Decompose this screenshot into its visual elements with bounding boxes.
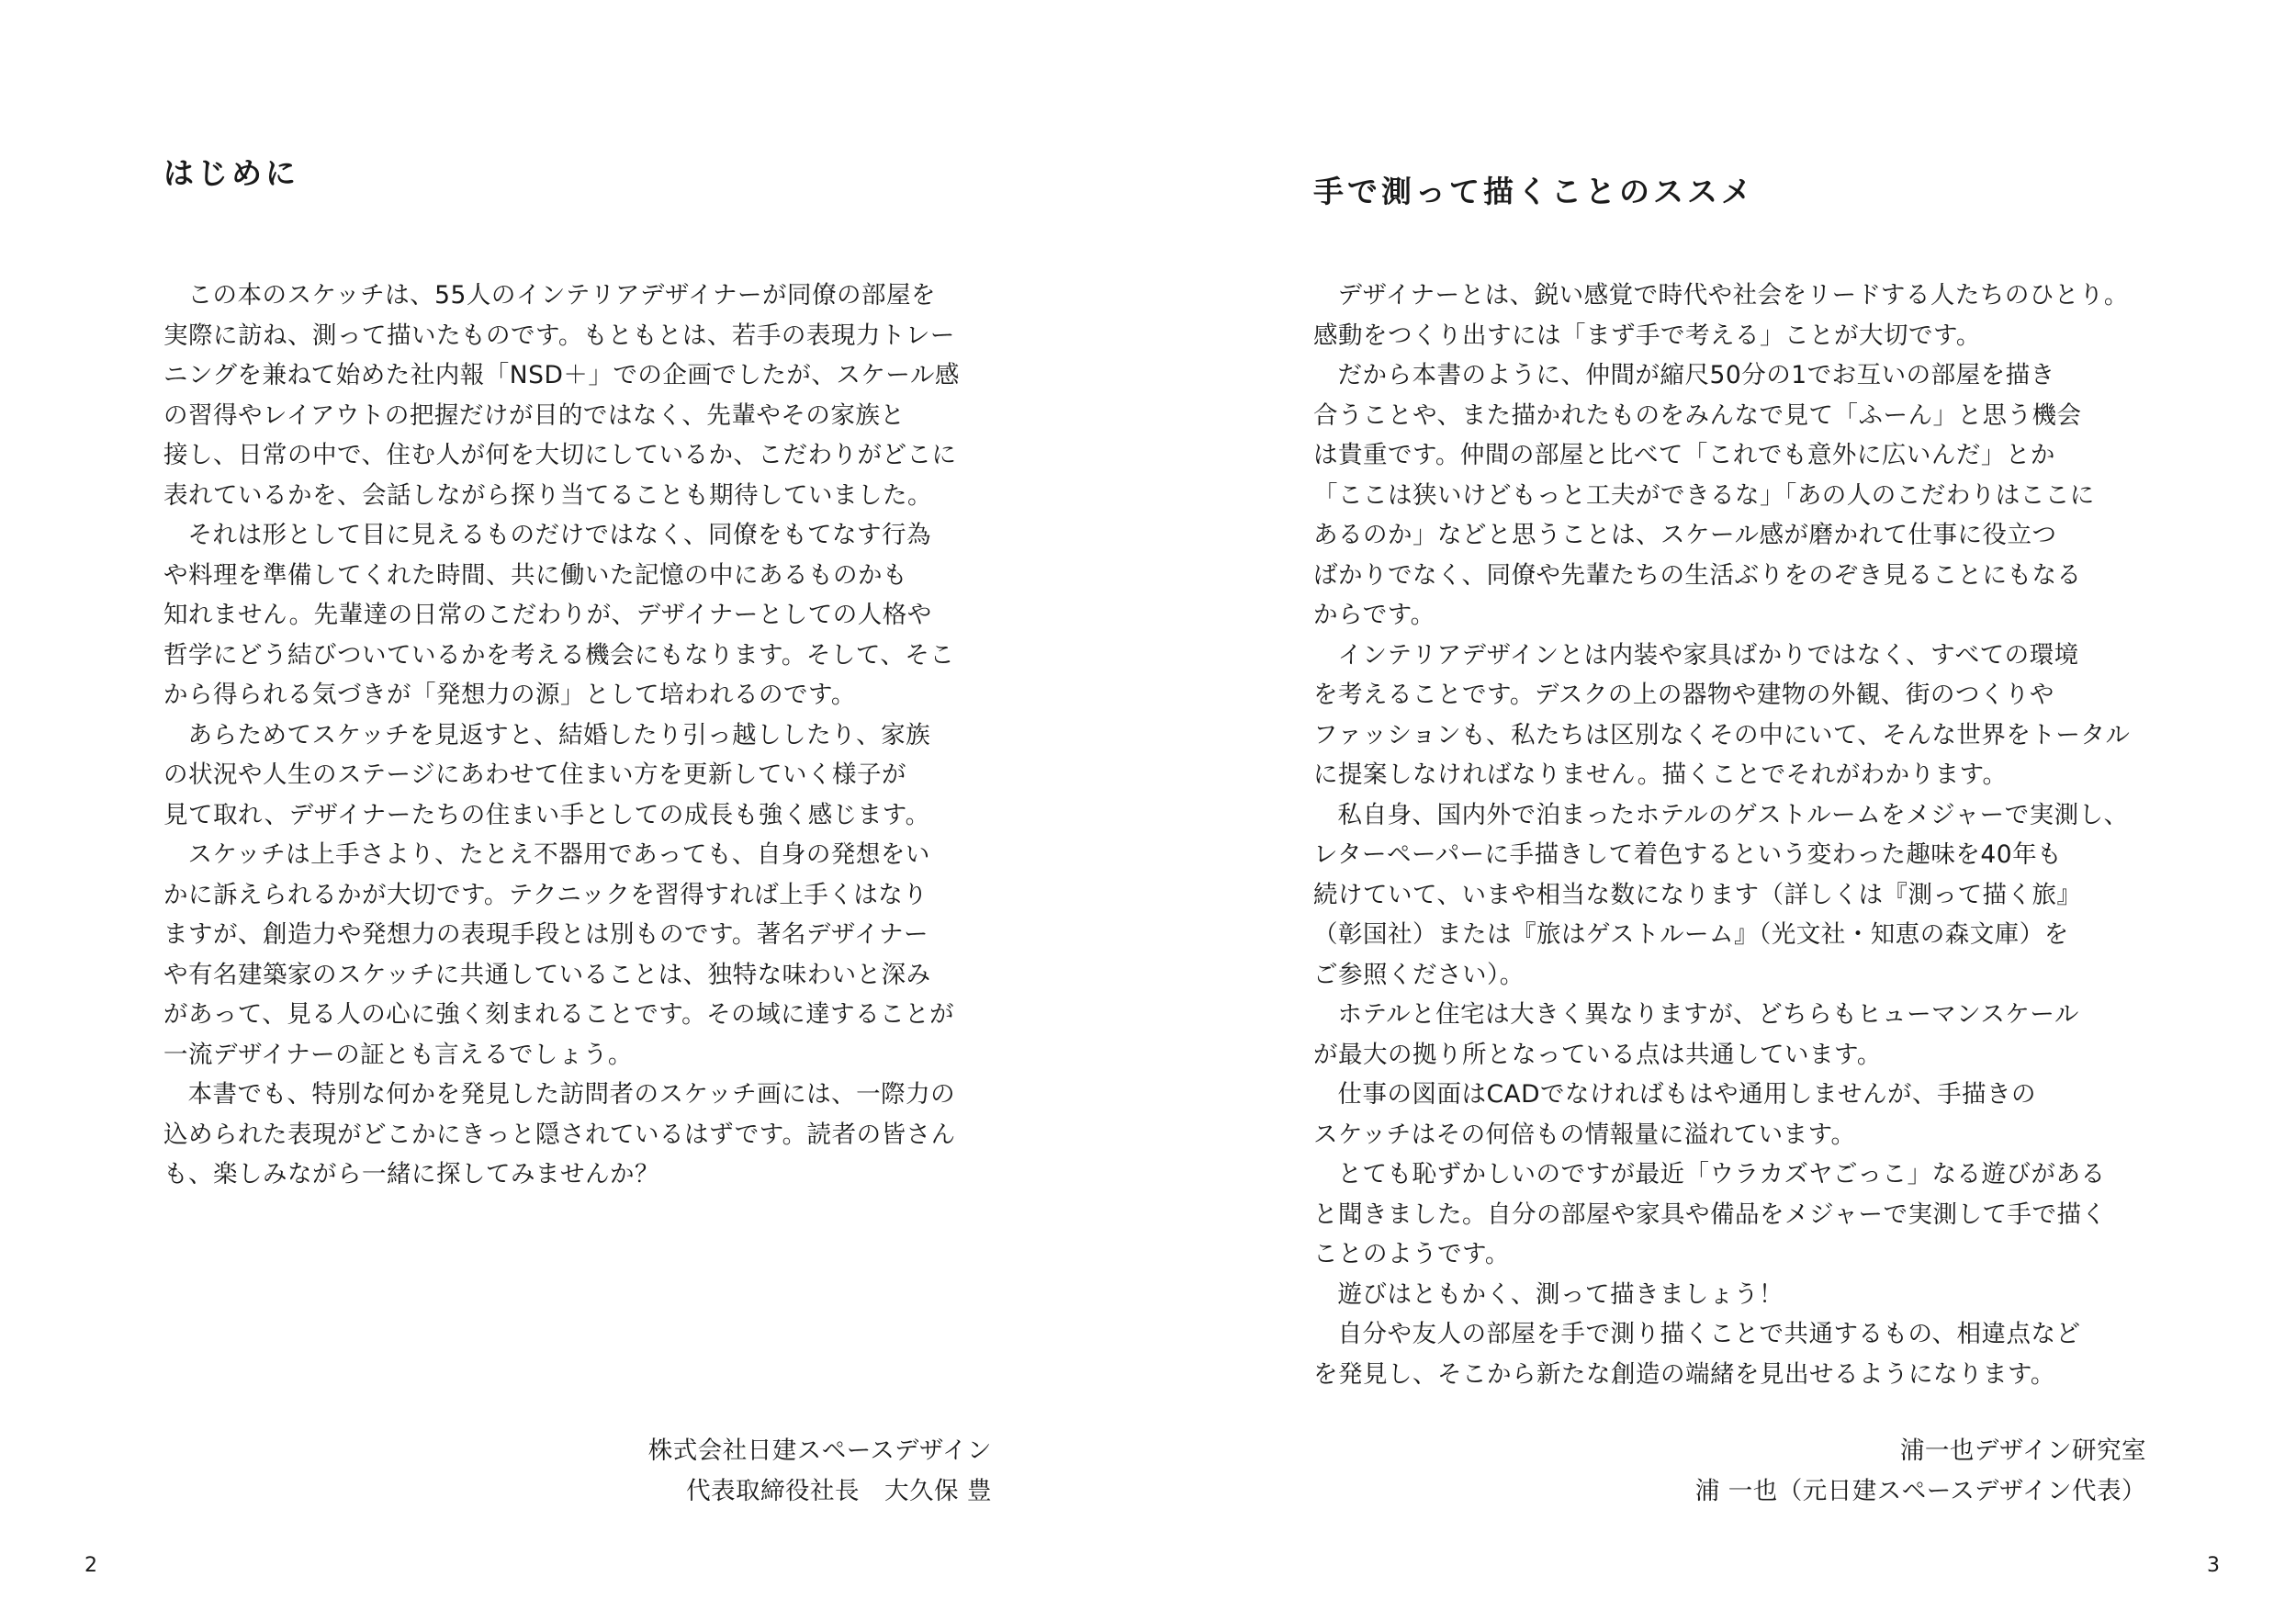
paragraph: 仕事の図面はCADでなければもはや通用しませんが、手描きの スケッチはその何倍もの情報量に溢れています。 <box>1313 1080 2037 1149</box>
signature-company: 浦一也デザイン研究室 <box>1899 1436 2146 1465</box>
paragraph: スケッチは上手さより、たとえ不器用であっても、自身の発想をい かに訴えられるかが大切です。テクニックを習得すれば上手くはなり ますが、創造力や発想力の表現手段とは別ものです。著名デザイナー や有名建築家のスケッチに共通していることは、独特な味わいと深み があって、見る人の心に強く刻まれることです。その域に達することが 一流デザイナーの証とも言えるでしょう。 <box>163 840 955 1069</box>
signature <box>648 1431 992 1511</box>
paragraph: 私自身、国内外で泊まったホテルのゲストルームをメジャーで実測し、 レターペーパーに手描きして着色するという変わった趣味を40年も 続けていて、いまや相当な数になります（詳しくは『測って描く旅』 （彰国社）または『旅はゲストルーム』（光文社・知恵の森文庫）を ご参照ください）。 <box>1313 800 2129 989</box>
paragraph: デザイナーとは、鋭い感覚で時代や社会をリードする人たちのひとり。 感動をつくり出すには「まず手で考える」ことが大切です。 <box>1313 281 2129 350</box>
signature-person: 代表取締役社長 大久保 豊 <box>686 1476 992 1505</box>
page-number: 3 <box>2207 1554 2220 1577</box>
paragraph: それは形として目に見えるものだけではなく、同僚をもてなす行為 や料理を準備してくれた時間、共に働いた記憶の中にあるものかも 知れません。先輩達の日常のこだわりが、デザイナーとしての人格や 哲学にどう結びついているかを考える機会にもなります。そして、そこ から得られる気づきが「発想力の源」として培われるのです。 <box>163 521 955 709</box>
page-number: 2 <box>84 1554 97 1577</box>
signature-company: 株式会社日建スペースデザイン <box>647 1436 992 1465</box>
paragraph: だから本書のように、仲間が縮尺50分の1でお互いの部屋を描き 合うことや、また描かれたものをみんなで見て「ふーん」と思う機会 は貴重です。仲間の部屋と比べて「これでも意外に広いんだ」とか 「ここは狭いけどもっと工夫ができるな」「あの人のこだわりはここに あるのか」などと思うことは、スケール感が磨かれて仕事に役立つ ばかりでなく、同僚や先輩たちの生活ぶりをのぞき見ることにもなる からです。 <box>1313 361 2095 629</box>
paragraph: あらためてスケッチを見返すと、結婚したり引っ越ししたり、家族 の状況や人生のステージにあわせて住まい方を更新していく様子が 見て取れ、デザイナーたちの住まい手としての成長も強く感じます。 <box>163 720 931 829</box>
signature <box>1695 1431 2146 1511</box>
paragraph: この本のスケッチは、55人のインテリアデザイナーが同僚の部屋を 実際に訪ね、測って描いたものです。もともとは、若手の表現力トレー ニングを兼ねて始めた社内報「NSD＋」での企画でしたが、スケール感 の習得やレイアウトの把握だけが目的ではなく、先輩やその家族と 接し、日常の中で、住む人が何を大切にしているか、こだわりがどこに 表れているかを、会話しながら探り当てることも期待していました。 <box>163 281 960 510</box>
paragraph: とても恥ずかしいのですが最近「ウラカズヤごっこ」なる遊びがある と聞きました。自分の部屋や家具や備品をメジャーで実測して手で描く ことのようです。 <box>1313 1160 2107 1268</box>
paragraph: 自分や友人の部屋を手で測り描くことで共通するもの、相違点など を発見し、そこから新たな創造の端緒を見出せるようになります。 <box>1313 1320 2081 1389</box>
paragraph: ホテルと住宅は大きく異なりますが、どちらもヒューマンスケール が最大の拠り所となっている点は共通しています。 <box>1313 1000 2079 1069</box>
paragraph: 遊びはともかく、測って描きましょう！ <box>1337 1279 1784 1309</box>
signature-person: 浦 一也（元日建スペースデザイン代表） <box>1694 1476 2146 1505</box>
paragraph: 本書でも、特別な何かを発見した訪問者のスケッチ画には、一際力の 込められた表現がどこかにきっと隠されているはずです。読者の皆さん も、楽しみながら一緒に探してみませんか？ <box>163 1080 956 1188</box>
body-text <box>1313 276 2154 1394</box>
page-title: はじめに <box>163 155 299 191</box>
right-page <box>1148 0 2296 1622</box>
paragraph: インテリアデザインとは内装や家具ばかりではなく、すべての環境 を考えることです。デスクの上の器物や建物の外観、街のつくりや ファッションも、私たちは区別なくその中にいて、そんな世界をトータル に提案しなければなりません。描くことでそれがわかります。 <box>1313 640 2131 789</box>
body-text <box>163 276 990 1195</box>
page-title: 手で測って描くことのススメ <box>1313 174 1755 209</box>
